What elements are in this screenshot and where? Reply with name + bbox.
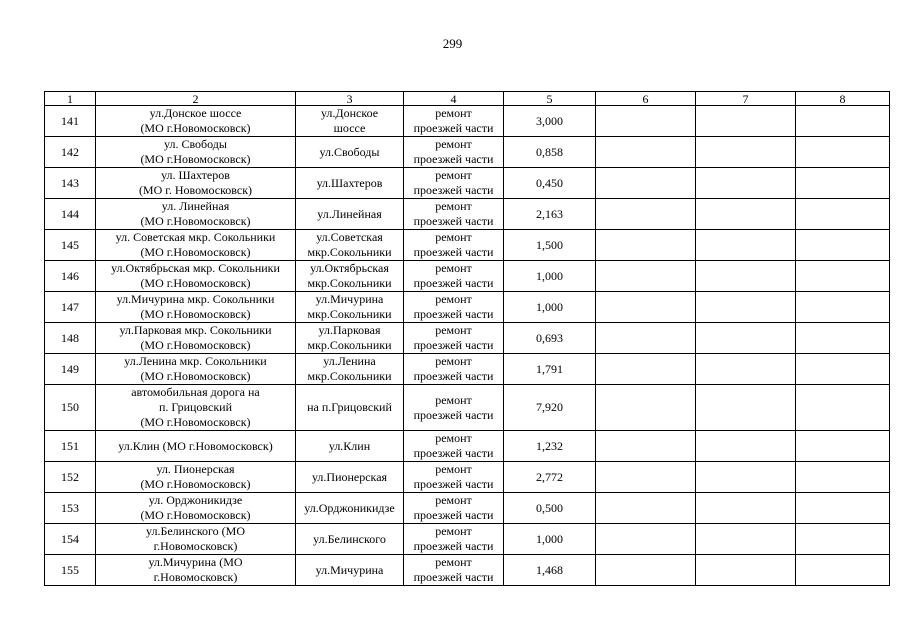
- row-number-cell: 153: [45, 493, 96, 524]
- empty-cell-6: [596, 493, 696, 524]
- cell-line: ремонт: [435, 261, 472, 275]
- cell-line: проезжей части: [413, 276, 494, 290]
- road-short-name-cell: [296, 555, 404, 586]
- cell-line: ул.Ленина мкр. Сокольники: [124, 354, 267, 368]
- empty-cell-8: [796, 385, 890, 431]
- cell-line: проезжей части: [413, 369, 494, 383]
- row-number-cell: 142: [45, 137, 96, 168]
- empty-cell-8: [796, 493, 890, 524]
- table-body: [45, 106, 890, 586]
- cell-line: (МО г.Новомосковск): [140, 245, 251, 259]
- empty-cell-7: [696, 524, 796, 555]
- cell-line: проезжей части: [413, 407, 494, 422]
- empty-cell-7: [696, 323, 796, 354]
- column-header: 4: [404, 92, 504, 106]
- cell-line: проезжей части: [413, 307, 494, 321]
- cell-line: проезжей части: [413, 570, 494, 584]
- cell-line: (МО г.Новомосковск): [140, 477, 251, 491]
- table-row: [45, 168, 890, 199]
- length-cell: 0,450: [504, 168, 596, 199]
- empty-cell-6: [596, 199, 696, 230]
- cell-line: (МО г.Новомосковск): [140, 152, 251, 166]
- empty-cell-6: [596, 168, 696, 199]
- cell-line: ремонт: [435, 524, 472, 538]
- cell-line: проезжей части: [413, 477, 494, 491]
- road-name-cell: [96, 106, 296, 137]
- table-row: [45, 137, 890, 168]
- table-row: [45, 462, 890, 493]
- road-name-cell: [96, 261, 296, 292]
- cell-line: проезжей части: [413, 446, 494, 460]
- page-number: 299: [442, 36, 463, 51]
- road-short-name-cell: [296, 493, 404, 524]
- empty-cell-8: [796, 323, 890, 354]
- work-type-cell: [404, 524, 504, 555]
- length-cell: 2,163: [504, 199, 596, 230]
- table-row: [45, 292, 890, 323]
- cell-line: (МО г.Новомосковск): [140, 369, 251, 383]
- road-short-name-cell: [296, 431, 404, 462]
- cell-line: ремонт: [435, 555, 472, 569]
- cell-line: ул.Мичурина (МО: [148, 555, 243, 569]
- cell-line: ул.Донское шоссе: [149, 106, 242, 120]
- cell-line: шоссе: [333, 121, 366, 135]
- work-type-cell: [404, 431, 504, 462]
- cell-line: ремонт: [435, 493, 472, 507]
- cell-line: ул.Парковая: [318, 323, 381, 337]
- cell-line: ремонт: [435, 462, 472, 476]
- cell-line: ул.Линейная: [317, 206, 382, 221]
- cell-line: ул.Октябрьская мкр. Сокольники: [111, 261, 280, 275]
- road-name-cell: [96, 137, 296, 168]
- length-cell: 1,500: [504, 230, 596, 261]
- cell-line: ул.Клин (МО г.Новомосковск): [118, 438, 273, 453]
- cell-line: ул. Линейная: [161, 199, 230, 213]
- cell-line: ул.Парковая мкр. Сокольники: [119, 323, 272, 337]
- cell-line: мкр.Сокольники: [307, 369, 392, 383]
- column-header: 6: [596, 92, 696, 106]
- cell-line: ул.Клин: [328, 438, 371, 453]
- row-number-cell: 154: [45, 524, 96, 555]
- road-short-name-cell: [296, 230, 404, 261]
- cell-line: проезжей части: [413, 245, 494, 259]
- cell-line: ремонт: [435, 354, 472, 368]
- cell-line: ремонт: [435, 106, 472, 120]
- cell-line: ул.Орджоникидзе: [304, 500, 395, 515]
- empty-cell-6: [596, 431, 696, 462]
- work-type-cell: [404, 292, 504, 323]
- row-number-cell: 152: [45, 462, 96, 493]
- row-number-cell: 146: [45, 261, 96, 292]
- cell-line: ул.Мичурина мкр. Сокольники: [116, 292, 275, 306]
- row-number-cell: 147: [45, 292, 96, 323]
- work-type-cell: [404, 555, 504, 586]
- length-cell: 1,000: [504, 261, 596, 292]
- road-name-cell: [96, 555, 296, 586]
- empty-cell-6: [596, 323, 696, 354]
- empty-cell-6: [596, 385, 696, 431]
- road-short-name-cell: [296, 199, 404, 230]
- cell-line: ул.Белинского (МО: [145, 524, 245, 538]
- empty-cell-6: [596, 524, 696, 555]
- cell-line: на п.Грицовский: [307, 400, 392, 414]
- empty-cell-8: [796, 168, 890, 199]
- row-number-cell: 141: [45, 106, 96, 137]
- work-type-cell: [404, 168, 504, 199]
- cell-line: мкр.Сокольники: [307, 338, 392, 352]
- road-name-cell: [96, 431, 296, 462]
- row-number-cell: 148: [45, 323, 96, 354]
- empty-cell-8: [796, 230, 890, 261]
- table-row: [45, 385, 890, 431]
- road-short-name-cell: [296, 354, 404, 385]
- cell-line: мкр.Сокольники: [307, 307, 392, 321]
- row-number-cell: 143: [45, 168, 96, 199]
- empty-cell-6: [596, 261, 696, 292]
- cell-line: проезжей части: [413, 214, 494, 228]
- table-row: [45, 230, 890, 261]
- empty-cell-7: [696, 168, 796, 199]
- cell-line: ремонт: [435, 392, 472, 407]
- cell-line: ул. Орджоникидзе: [148, 493, 243, 507]
- table-row: [45, 323, 890, 354]
- cell-line: проезжей части: [413, 539, 494, 553]
- work-type-cell: [404, 137, 504, 168]
- table-header-row: [45, 92, 890, 106]
- cell-line: ул.Свободы: [319, 144, 380, 159]
- column-header: 8: [796, 92, 890, 106]
- row-number-cell: 149: [45, 354, 96, 385]
- length-cell: 0,500: [504, 493, 596, 524]
- work-type-cell: [404, 385, 504, 431]
- empty-cell-7: [696, 137, 796, 168]
- road-short-name-cell: [296, 323, 404, 354]
- empty-cell-6: [596, 292, 696, 323]
- row-number-cell: 155: [45, 555, 96, 586]
- cell-line: ремонт: [435, 168, 472, 182]
- length-cell: 1,791: [504, 354, 596, 385]
- road-short-name-cell: [296, 137, 404, 168]
- work-type-cell: [404, 199, 504, 230]
- cell-line: ремонт: [435, 431, 472, 445]
- cell-line: ул.Белинского: [313, 531, 386, 546]
- empty-cell-7: [696, 493, 796, 524]
- cell-line: (МО г.Новомосковск): [140, 415, 251, 429]
- cell-line: проезжей части: [413, 508, 494, 522]
- work-type-cell: [404, 261, 504, 292]
- road-name-cell: [96, 230, 296, 261]
- row-number-cell: 145: [45, 230, 96, 261]
- empty-cell-8: [796, 137, 890, 168]
- road-short-name-cell: [296, 292, 404, 323]
- table-row: [45, 524, 890, 555]
- cell-line: (МО г.Новомосковск): [140, 214, 251, 228]
- length-cell: 0,693: [504, 323, 596, 354]
- road-name-cell: [96, 354, 296, 385]
- cell-line: проезжей части: [413, 121, 494, 135]
- cell-line: ул.Шахтеров: [316, 175, 383, 190]
- cell-line: автомобильная дорога на: [131, 385, 260, 399]
- table-row: [45, 493, 890, 524]
- work-type-cell: [404, 462, 504, 493]
- empty-cell-7: [696, 199, 796, 230]
- row-number-cell: 150: [45, 385, 96, 431]
- road-short-name-cell: [296, 106, 404, 137]
- cell-line: ул. Свободы: [164, 137, 227, 151]
- cell-line: ул.Мичурина: [315, 562, 384, 577]
- cell-line: ул.Советская: [316, 230, 383, 244]
- empty-cell-8: [796, 292, 890, 323]
- road-name-cell: [96, 292, 296, 323]
- cell-line: ул.Пионерская: [311, 469, 388, 484]
- cell-line: ремонт: [435, 292, 472, 306]
- cell-line: (МО г.Новомосковск): [140, 307, 251, 321]
- column-header: 3: [296, 92, 404, 106]
- cell-line: ремонт: [435, 199, 472, 213]
- empty-cell-7: [696, 106, 796, 137]
- table-row: [45, 431, 890, 462]
- cell-line: п. Грицовский: [158, 400, 233, 414]
- road-name-cell: [96, 323, 296, 354]
- work-type-cell: [404, 230, 504, 261]
- cell-line: проезжей части: [413, 152, 494, 166]
- length-cell: 1,000: [504, 292, 596, 323]
- road-name-cell: [96, 168, 296, 199]
- length-cell: 0,858: [504, 137, 596, 168]
- road-short-name-cell: [296, 462, 404, 493]
- cell-line: ул.Мичурина: [315, 292, 384, 306]
- empty-cell-7: [696, 555, 796, 586]
- cell-line: ул. Шахтеров: [161, 168, 230, 182]
- cell-line: ремонт: [435, 137, 472, 151]
- empty-cell-7: [696, 261, 796, 292]
- empty-cell-7: [696, 292, 796, 323]
- road-name-cell: [96, 493, 296, 524]
- cell-line: ремонт: [435, 323, 472, 337]
- empty-cell-6: [596, 106, 696, 137]
- table-row: [45, 106, 890, 137]
- length-cell: 7,920: [504, 385, 596, 431]
- road-name-cell: [96, 524, 296, 555]
- row-number-cell: 151: [45, 431, 96, 462]
- empty-cell-7: [696, 230, 796, 261]
- road-name-cell: [96, 199, 296, 230]
- empty-cell-7: [696, 462, 796, 493]
- cell-line: (МО г. Новомосковск): [138, 183, 253, 197]
- empty-cell-8: [796, 354, 890, 385]
- cell-line: мкр.Сокольники: [307, 276, 392, 290]
- empty-cell-6: [596, 354, 696, 385]
- table-row: [45, 354, 890, 385]
- cell-line: г.Новомосковск): [153, 539, 238, 553]
- empty-cell-6: [596, 555, 696, 586]
- empty-cell-6: [596, 462, 696, 493]
- empty-cell-8: [796, 261, 890, 292]
- cell-line: г.Новомосковск): [153, 570, 238, 584]
- column-header: 1: [45, 92, 96, 106]
- length-cell: 2,772: [504, 462, 596, 493]
- column-header: 2: [96, 92, 296, 106]
- length-cell: 1,232: [504, 431, 596, 462]
- work-type-cell: [404, 493, 504, 524]
- work-type-cell: [404, 106, 504, 137]
- work-type-cell: [404, 354, 504, 385]
- empty-cell-8: [796, 106, 890, 137]
- cell-line: проезжей части: [413, 338, 494, 352]
- cell-line: ремонт: [435, 230, 472, 244]
- cell-line: ул. Пионерская: [156, 462, 235, 476]
- empty-cell-6: [596, 137, 696, 168]
- length-cell: 1,468: [504, 555, 596, 586]
- road-name-cell: [96, 385, 296, 431]
- road-short-name-cell: [296, 261, 404, 292]
- length-cell: 1,000: [504, 524, 596, 555]
- cell-line: проезжей части: [413, 183, 494, 197]
- empty-cell-8: [796, 524, 890, 555]
- cell-line: ул.Ленина: [323, 354, 376, 368]
- empty-cell-8: [796, 555, 890, 586]
- empty-cell-8: [796, 462, 890, 493]
- cell-line: мкр.Сокольники: [307, 245, 392, 259]
- column-header: 7: [696, 92, 796, 106]
- row-number-cell: 144: [45, 199, 96, 230]
- column-header: 5: [504, 92, 596, 106]
- road-short-name-cell: [296, 168, 404, 199]
- cell-line: (МО г.Новомосковск): [140, 508, 251, 522]
- work-type-cell: [404, 323, 504, 354]
- table-row: [45, 199, 890, 230]
- table-row: [45, 261, 890, 292]
- empty-cell-6: [596, 230, 696, 261]
- cell-line: (МО г.Новомосковск): [140, 276, 251, 290]
- cell-line: ул.Донское: [320, 106, 379, 120]
- empty-cell-7: [696, 431, 796, 462]
- cell-line: ул. Советская мкр. Сокольники: [115, 230, 276, 244]
- cell-line: (МО г.Новомосковск): [140, 121, 251, 135]
- cell-line: (МО г.Новомосковск): [140, 338, 251, 352]
- road-repair-table: [44, 91, 890, 586]
- length-cell: 3,000: [504, 106, 596, 137]
- road-name-cell: [96, 462, 296, 493]
- empty-cell-8: [796, 431, 890, 462]
- road-short-name-cell: [296, 385, 404, 431]
- empty-cell-8: [796, 199, 890, 230]
- empty-cell-7: [696, 354, 796, 385]
- table-row: [45, 555, 890, 586]
- cell-line: ул.Октябрьская: [310, 261, 389, 275]
- road-short-name-cell: [296, 524, 404, 555]
- empty-cell-7: [696, 385, 796, 431]
